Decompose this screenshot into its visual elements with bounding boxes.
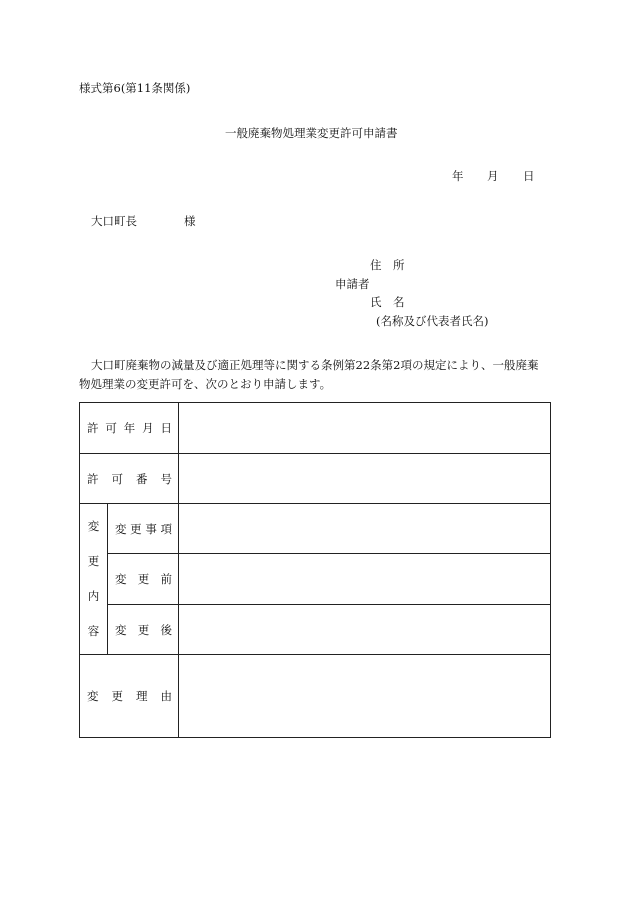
applicant-name-note: (名称及び代表者氏名): [376, 314, 489, 328]
change-item-field[interactable]: [179, 504, 551, 554]
addressee-name: 大口町長: [91, 214, 137, 228]
permit-date-field[interactable]: [179, 403, 551, 454]
row-permit-number: [80, 454, 551, 504]
date-month-label: 月: [487, 169, 499, 183]
body-paragraph: 大口町廃棄物の減量及び適正処理等に関する条例第22条第2項の規定により、一般廃棄物処理業の変更許可を、次のとおり申請します。: [79, 358, 539, 391]
permit-number-label: 許 可 番 号: [80, 454, 179, 504]
before-change-field[interactable]: [179, 554, 551, 605]
after-change-field[interactable]: [179, 605, 551, 655]
applicant-label: 申請者: [335, 277, 370, 291]
applicant-name-label: 氏 名: [370, 295, 405, 309]
permit-date-label: 許 可 年 月 日: [80, 403, 179, 454]
date-year-label: 年: [452, 169, 464, 183]
application-table: [79, 402, 551, 738]
addressee-honorific: 様: [184, 214, 196, 228]
change-item-label: 変 更 事 項: [108, 504, 179, 554]
change-reason-label: 変 更 理 由: [80, 655, 179, 738]
change-content-label: 変 更 内 容: [80, 504, 108, 655]
after-change-label: 変 更 後: [108, 605, 179, 655]
form-number: 様式第6(第11条関係): [79, 81, 191, 95]
permit-number-field[interactable]: [179, 454, 551, 504]
row-before-change: [80, 554, 551, 605]
date-day-label: 日: [523, 169, 535, 183]
row-permit-date: [80, 403, 551, 454]
applicant-address-label: 住 所: [370, 258, 405, 272]
row-change-item: [80, 504, 551, 554]
change-reason-field[interactable]: [179, 655, 551, 738]
row-change-reason: [80, 655, 551, 738]
row-after-change: [80, 605, 551, 655]
before-change-label: 変 更 前: [108, 554, 179, 605]
form-title: 一般廃棄物処理業変更許可申請書: [225, 126, 398, 140]
